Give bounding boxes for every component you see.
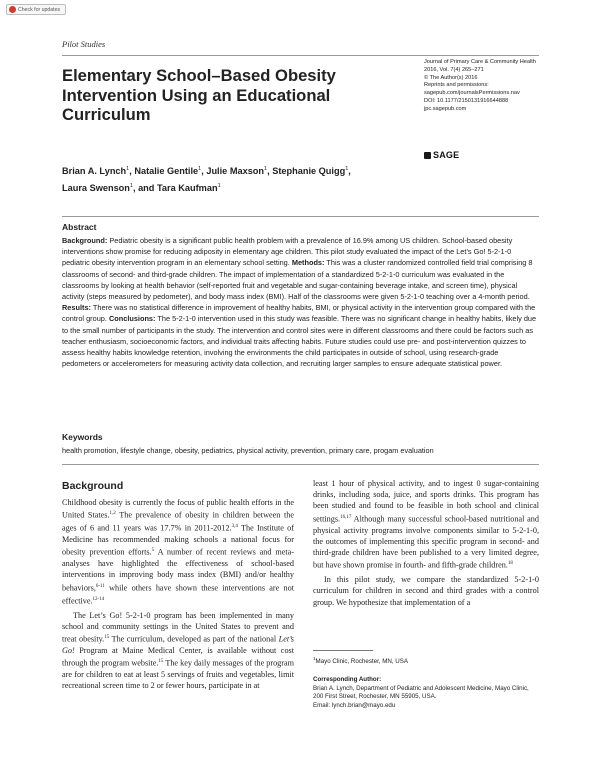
corresponding-address: Brian A. Lynch, Department of Pediatric and Adolescent Medicine, Mayo Clinic, 200 First Street, Rochester, MN 55905, USA. [313, 684, 529, 701]
citation-ref[interactable]: 18 [507, 561, 513, 567]
author-affiliation-mark: 1 [198, 166, 202, 172]
affiliation-footnote [313, 656, 408, 665]
update-check-icon [9, 6, 16, 13]
sage-logo-icon [424, 152, 431, 159]
author-affiliation-mark: 1 [126, 166, 130, 172]
citation-ref[interactable]: 12-14 [92, 596, 105, 602]
corresponding-author [313, 676, 539, 710]
footnote-divider [313, 650, 373, 651]
body-paragraph [313, 478, 539, 571]
keywords-list: health promotion, lifestyle change, obesity, pediatrics, physical activity, prevention, primary care, progam evaluation [62, 446, 434, 455]
author-affiliation-mark: 1 [129, 183, 133, 190]
citation-ref[interactable]: 15 [104, 634, 110, 640]
results-label: Results: [62, 303, 91, 313]
affiliation-text: Mayo Clinic, Rochester, MN, USA [315, 658, 409, 666]
abstract-background: Pediatric obesity is a significant public health problem with a prevalence of 16.9% among US children. School-based obesity interventions show promise for reducing adiposity in elementary age children. This pilot study evaluated the impact of the Let’s Go! 5-2-1-0 pediatric obesity intervention program in an elementary school setting. [62, 236, 513, 268]
body-text: The Let’s Go! 5-2-1-0 program has been implemented in many school and community settings in the United States to prevent and treat obesity. [62, 610, 294, 644]
author-affiliation-mark: 1 [217, 183, 221, 190]
body-column-right [313, 478, 539, 608]
keywords-divider [62, 464, 539, 465]
article-title: Elementary School–Based Obesity Intervention Using an Educational Curriculum [62, 66, 336, 124]
author-name: Tara Kaufman [156, 183, 218, 194]
body-text: while others have shown these interventions are not effective. [62, 583, 294, 606]
author-list: Brian A. Lynch$^1$, Natalie Gentile$^1$, Julie Maxson$^1$, Stephanie Quigg$^1$, Laura Swenson$^1$, and Tara Kaufman$^1$ [62, 166, 351, 194]
abstract-heading: Abstract [62, 222, 97, 232]
citation-ref[interactable]: 5 [151, 548, 155, 554]
section-label: Pilot Studies [62, 39, 106, 49]
citation-ref[interactable]: 15 [158, 659, 164, 665]
body-column-left [62, 497, 294, 691]
journal-name: Journal of Primary Care & Community Health [424, 59, 536, 65]
citation-ref[interactable]: 1,2 [109, 511, 116, 517]
body-paragraph [62, 497, 294, 607]
body-text: In this pilot study, we compare the standardized 5-2-1-0 curriculum for children in second and third grades with a control group. We hypothesize that implementation of a [313, 575, 539, 607]
affiliation-mark: 1 [313, 656, 316, 661]
journal-info [424, 59, 554, 114]
program-name: Let’s Go! [62, 634, 294, 655]
author-affiliation-mark: 1 [264, 166, 268, 172]
citation-ref[interactable]: 6-11 [95, 583, 105, 589]
methods-label: Methods: [291, 258, 325, 268]
author-name: Brian A. Lynch [62, 166, 127, 177]
abstract-results: There was no statistical difference in improvement of healthy habits, BMI, or physical activity in the intervention group compared with the control group. [62, 303, 536, 324]
corresponding-email[interactable]: Email: lynch.brian@mayo.edu [313, 701, 396, 709]
abstract-text [62, 235, 539, 369]
author-name: Natalie Gentile [134, 166, 199, 177]
body-text: A number of recent reviews and meta-analyses have highlighted the effectiveness of school-based interventions in improving body mass index (BMI) and/or healthy behaviors, [62, 548, 294, 593]
background-label: Background: [62, 236, 108, 245]
body-text: Although many successful school-based nutritional and physical activity programs involve components similar to 5-2-1-0, the outcomes of implementing this specific program in second- and third-grade children have been published to a very limited degree, but have shown promise in fourth- and fifth-grade children. [313, 514, 539, 570]
body-paragraph [62, 610, 294, 692]
author-name: Laura Swenson [62, 183, 130, 194]
body-text: least 1 hour of physical activity, and to ingest 0 sugar-containing drinks, including soda, juice, and sports drinks. This program has been studied and found to be feasible in both school and clinical settings. [313, 479, 539, 524]
check-for-updates-badge[interactable] [6, 4, 66, 15]
body-text: Program at Maine Medical Center, is available without cost through the program website. [62, 645, 294, 668]
copyright: © The Author(s) 2016 [424, 74, 478, 81]
conclusions-label: Conclusions: [108, 314, 156, 324]
author-name: Julie Maxson [206, 166, 265, 177]
abstract-methods: This was a cluster randomized controlled field trial comprising 8 classrooms of second- and third-grade children. The impact of implementation of a standardized 5-2-1-0 curriculum was evaluated in the classrooms by looking at health behavior (self-reported fruit and vegetable and sugar-containing beverage intake, and screen time), physical activity (steps measured by pedometer), and body mass index (BMI). Half of the classrooms were given 5-2-1-0 teaching over a 4-month period. [62, 258, 533, 302]
publisher-name: SAGE [433, 150, 460, 160]
journal-volume: 2016, Vol. 7(4) 265–271 [424, 66, 484, 73]
abstract-conclusions: The 5-2-1-0 intervention used in this study was feasible. There was no significant change in healthy habits, likely due to the small number of participants in the study. The intervention and control sites were in different classrooms and there could be factors such as teacher enthusiasm, socioeconomic factors, and individual traits affecting habits. Future studies could use pre- and post-intervention quizzes to assess healthy habits knowledge retention, involving the environments the child participates in outside of school, using research-grade pedometers or accelerometers for measuring activity data collection, and recruiting larger samples to ensure adequate statistical power. [62, 314, 537, 369]
reprints-label: Reprints and permissions: [424, 82, 489, 89]
body-text: The key daily messages of the program are for children to eat at least 5 servings of fruits and vegetables, limit recreational screen time to 2 or fewer hours, participate in at [62, 658, 295, 691]
author-name: Stephanie Quigg [272, 166, 346, 177]
background-heading: Background [62, 480, 124, 492]
citation-ref[interactable]: 16,17 [340, 514, 352, 520]
body-paragraph [313, 574, 539, 608]
keywords-heading: Keywords [62, 432, 103, 442]
abstract-divider [62, 216, 539, 217]
badge-label: Check for updates [18, 6, 61, 13]
doi[interactable]: DOI: 10.1177/2150131916644888 [424, 97, 509, 104]
body-text: The prevalence of obesity in children between the ages of 6 and 11 years was 17.7% in 2011-2012. [62, 510, 294, 533]
header-divider [62, 55, 539, 56]
publisher-logo [424, 150, 459, 160]
journal-site-link[interactable]: jpc.sagepub.com [424, 105, 467, 112]
body-text: Childhood obesity is currently the focus of public health efforts in the United States. [62, 498, 294, 520]
author-affiliation-mark: 1 [345, 166, 349, 172]
citation-ref[interactable]: 3,4 [231, 524, 238, 530]
body-text: The curriculum, developed as part of the national [109, 634, 279, 644]
permissions-link[interactable]: sagepub.com/journalsPermissions.nav [424, 90, 520, 97]
body-text: The Institute of Medicine has recommended making schools a national focus for obesity prevention efforts. [62, 523, 294, 558]
corresponding-heading: Corresponding Author: [313, 676, 382, 683]
